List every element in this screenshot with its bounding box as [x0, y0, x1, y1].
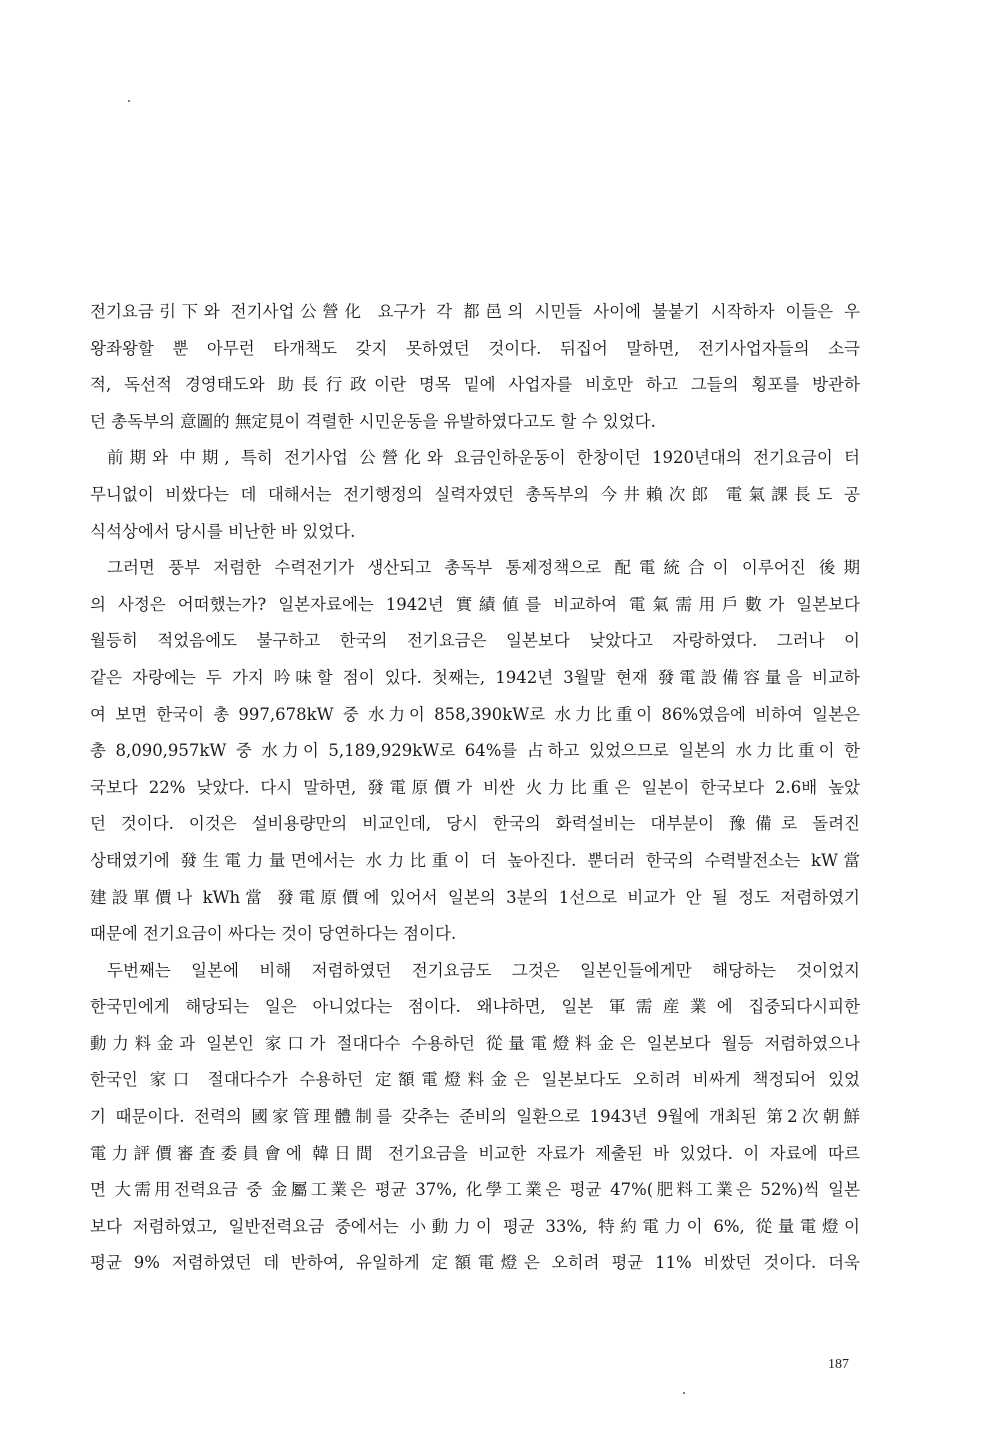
text-line: 두번째는 일본에 비해 저렴하였던 전기요금도 그것은 일본인들에게만 해당하는 것이었지: [107, 960, 860, 980]
text-line: 의 사정은 어떠했는가? 일본자료에는 1942년 實績値를 비교하여 電氣需用戶數가 일본보다: [90, 594, 860, 614]
paragraph-2: [90, 440, 860, 550]
body-text: [90, 294, 860, 1282]
text-line: 한국인 家口 절대다수가 수용하던 定額電燈料金은 일본보다도 오히려 비싸게 책정되어 있었: [90, 1070, 860, 1090]
text-line: 前期와 中期, 특히 전기사업 公營化와 요금인하운동이 한창이던 1920년대의 전기요금이 터: [107, 448, 860, 468]
text-line: 식석상에서 당시를 비난한 바 있었다.: [90, 521, 356, 541]
page-number: 187: [828, 1357, 849, 1372]
text-line: 던 총독부의 意圖的 無定見이 격렬한 시민운동을 유발하였다고도 할 수 있었다.: [90, 411, 656, 431]
paragraph-3: [90, 550, 860, 953]
text-line: 상태였기에 發生電力量면에서는 水力比重이 더 높아진다. 뿐더러 한국의 수력발전소는 kW當: [90, 850, 860, 870]
text-line: 기 때문이다. 전력의 國家管理體制를 갖추는 준비의 일환으로 1943년 9월에 개최된 第2次朝鮮: [90, 1107, 860, 1127]
text-line: 평균 9% 저렴하였던 데 반하여, 유일하게 定額電燈은 오히려 평균 11% 비쌌던 것이다. 더욱: [90, 1253, 860, 1273]
text-line: 무니없이 비쌌다는 데 대해서는 전기행정의 실력자였던 총독부의 今井賴次郎 電氣課長도 공: [90, 484, 860, 504]
text-line: 建設單價나 kWh當 發電原價에 있어서 일본의 3분의 1선으로 비교가 안 될 정도 저렴하였기: [90, 887, 860, 907]
text-line: 한국민에게 해당되는 일은 아니었다는 점이다. 왜냐하면, 일본 軍需産業에 집중되다시피한: [90, 997, 860, 1017]
text-line: 電力評價審査委員會에 韓日間 전기요금을 비교한 자료가 제출된 바 있었다. 이 자료에 따르: [90, 1143, 860, 1163]
text-line: 국보다 22% 낮았다. 다시 말하면, 發電原價가 비싼 火力比重은 일본이 한국보다 2.6배 높았: [90, 777, 860, 797]
text-line: 여 보면 한국이 총 997,678kW 중 水力이 858,390kW로 水力比重이 86%였음에 비하여 일본은: [90, 704, 860, 724]
text-line: 전기요금引下와 전기사업公營化 요구가 각 都邑의 시민들 사이에 불붙기 시작하자 이들은 우: [90, 302, 860, 321]
text-line: 면 大需用전력요금 중 金屬工業은 평균 37%, 化學工業은 평균 47%(肥料工業은 52%)씩 일본: [90, 1180, 860, 1200]
text-line: 그러면 풍부 저렴한 수력전기가 생산되고 총독부 통제정책으로 配電統合이 이루어진 後期: [107, 558, 860, 578]
text-line: 보다 저렴하였고, 일반전력요금 중에서는 小動力이 평균 33%, 特約電力이 6%, 從量電燈이: [90, 1216, 860, 1236]
text-line: 같은 자랑에는 두 가지 吟味할 점이 있다. 첫째는, 1942년 3월말 현재 發電設備容量을 비교하: [90, 667, 860, 687]
text-line: 적, 독선적 경영태도와 助長行政이란 명목 밑에 사업자를 비호만 하고 그들의 횡포를 방관하: [90, 375, 860, 395]
paragraph-4: [90, 953, 860, 1282]
text-line: 때문에 전기요금이 싸다는 것이 당연하다는 점이다.: [90, 924, 457, 944]
text-line: 던 것이다. 이것은 설비용량만의 비교인데, 당시 한국의 화력설비는 대부분이 豫備로 돌려진: [90, 814, 860, 834]
text-line: 월등히 적었음에도 불구하고 한국의 전기요금은 일본보다 낮았다고 자랑하였다. 그러나 이: [90, 631, 860, 651]
text-line: 왕좌왕할 뿐 아무런 타개책도 갖지 못하였던 것이다. 뒤집어 말하면, 전기사업자들의 소극: [90, 338, 860, 358]
paragraph-1: [90, 294, 860, 440]
scan-speck: [683, 1392, 685, 1394]
text-line: 총 8,090,957kW 중 水力이 5,189,929kW로 64%를 占하고 있었으므로 일본의 水力比重이 한: [90, 741, 860, 761]
scan-speck: [128, 100, 130, 102]
text-line: 動力料金과 일본인 家口가 절대다수 수용하던 從量電燈料金은 일본보다 월등 저렴하였으나: [90, 1033, 860, 1053]
